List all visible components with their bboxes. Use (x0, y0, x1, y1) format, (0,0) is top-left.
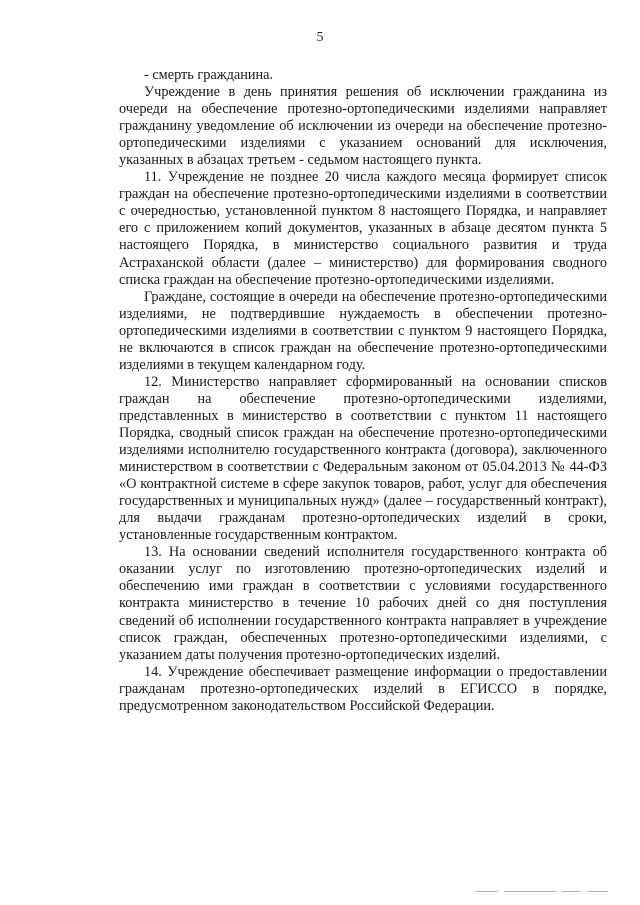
paragraph-exclusion-notice: Учреждение в день принятия решения об исключении гражданина из очереди на обеспечение протезно-ортопедическими изделиями направляет гражданину уведомление об исключении из очереди на обеспечение протезно-ортопедическими изделиями с указанием оснований для исключения, указанных в абзацах третьем - седьмом настоящего пункта. (119, 84, 607, 169)
scan-mark-1 (476, 891, 498, 892)
paragraph-not-included: Граждане, состоящие в очереди на обеспечение протезно-ортопедическими изделиями, не подтвердившие нуждаемость в обеспечении протезно-ортопедическими изделиями в соответствии с пунктом 9 настоящего Порядка, не включаются в список граждан на обеспечение протезно-ортопедическими изделиями в текущем календарном году. (119, 288, 607, 373)
paragraph-item-11: 11. Учреждение не позднее 20 числа каждого месяца формирует список граждан на обеспечение протезно-ортопедическими изделиями в соответствии с очередностью, установленной пунктом 8 настоящего Порядка, и направляет его с приложением копий документов, указанных в абзаце десятом пункта 5 настоящего Порядка, в министерство социального развития и труда Астраханской области (далее – министерство) для формирования сводного списка граждан на обеспечение протезно-ортопедическими изделиями. (119, 169, 607, 288)
paragraph-item-12: 12. Министерство направляет сформированный на основании списков граждан на обеспечение протезно-ортопедическими изделиями, представленных в министерство в соответствии с пунктом 11 настоящего Порядка, сводный список граждан на обеспечение протезно-ортопедическими изделиями исполнителю государственного контракта (договора), заключенного министерством в соответствии с Федеральным законом от 05.04.2013 № 44-ФЗ «О контрактной системе в сфере закупок товаров, работ, услуг для обеспечения государственных и муниципальных нужд» (далее – государственный контракт), для выдачи гражданам протезно-ортопедических изделий в сроки, установленные государственным контрактом. (119, 373, 607, 544)
scan-artifact-marks (470, 886, 620, 894)
paragraph-item-14: 14. Учреждение обеспечивает размещение информации о предоставлении гражданам протезно-ортопедических изделий в ЕГИССО в порядке, предусмотренном законодательством Российской Федерации. (119, 663, 607, 714)
page-number: 5 (316, 30, 324, 45)
scan-mark-3 (562, 891, 580, 892)
scan-mark-2 (504, 891, 556, 892)
paragraph-death-item: - смерть гражданина. (144, 67, 274, 83)
document-body (119, 67, 607, 715)
scan-mark-4 (588, 891, 608, 892)
paragraph-item-13: 13. На основании сведений исполнителя государственного контракта об оказании услуг по изготовлению протезно-ортопедических изделий и обеспечению ими граждан в соответствии с условиями государственного контракта министерство в течение 10 рабочих дней со дня поступления сведений об исполнении государственного контракта направляет в учреждение список граждан, обеспеченных протезно-ортопедическими изделиями, с указанием даты получения протезно-ортопедических изделий. (119, 544, 607, 663)
